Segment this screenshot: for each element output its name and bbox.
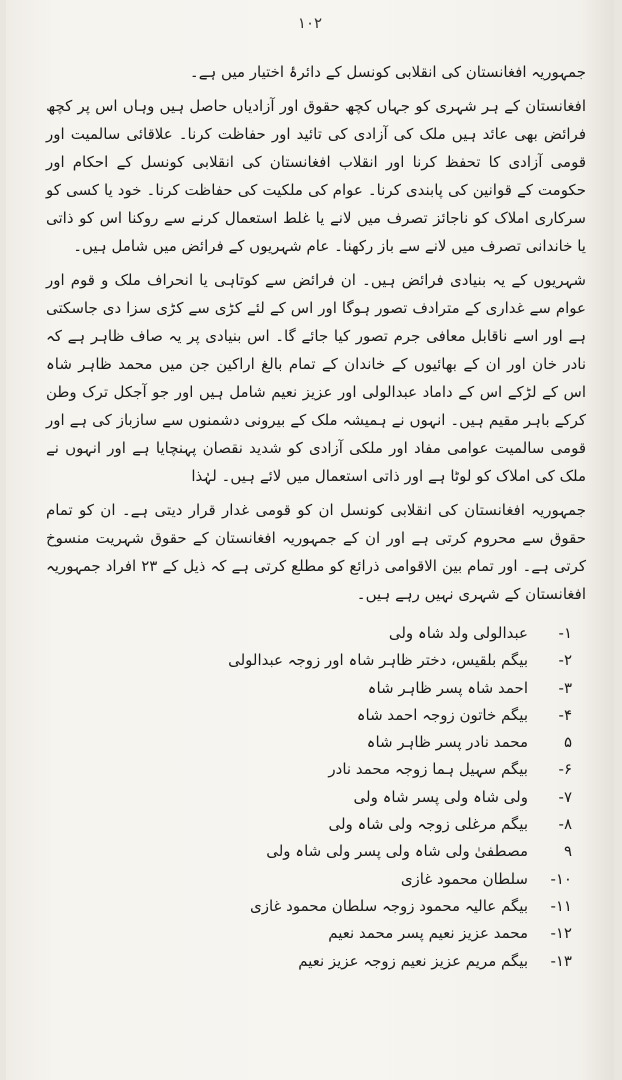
list-item-text: بیگم بلقیس، دختر ظاہر شاہ اور زوجہ عبدالولی <box>228 651 528 670</box>
list-item-number: ۱- <box>558 624 572 642</box>
list-item-text: بیگم عالیہ محمود زوجہ سلطان محمود غازی <box>250 896 528 915</box>
names-list <box>46 620 586 975</box>
list-item <box>46 811 572 838</box>
list-item-number: ۹ <box>563 842 572 861</box>
list-item <box>46 647 572 674</box>
paragraph-4: جمہوریہ افغانستان کی انقلابی کونسل ان کو قومی غدار قرار دیتی ہے۔ ان کو تمام حقوق سے محروم کرتی ہے اور ان کے جمہوریہ افغانستان کے حقوق شہریت منسوخ کرتی ہے۔ اور تمام بین الاقوامی ذرائع کو مطلع کرتی ہے کہ ذیل کے ۲۳ افراد جمہوریہ افغانستان کے شہری نہیں رہے ہیں۔ <box>46 501 586 603</box>
paragraph-3: شہریوں کے یہ بنیادی فرائض ہیں۔ ان فرائض سے کوتاہی یا انحراف ملک و قوم اور عوام سے غداری کے مترادف تصور ہوگا اور اس کے لئے کڑی سے کڑی سزا دی جاسکتی ہے اور اسے ناقابل معافی جرم تصور کیا جائے گا۔ اس بنیادی پر یہ صاف ظاہر ہے کہ نادر خان اور ان کے بھائیوں کے خاندان کے تمام بالغ اراکین جن میں محمد ظاہر شاہ اس کے لڑکے اس کے داماد عبدالولی اور عزیز نعیم شامل ہیں اور جو آجکل ترک وطن کرکے باہر مقیم ہیں۔ انہوں نے ہمیشہ ملک کے بیرونی دشمنوں سے سازباز کی ہے اور قومی سالمیت عوامی مفاد اور ملکی آزادی کو شدید نقصان پہنچایا ہے اور انہوں نے ملک کی املاک کو لوٹا ہے اور ذاتی استعمال میں لائے ہیں۔ لہٰذا <box>46 271 586 485</box>
list-item <box>46 729 572 756</box>
list-item <box>46 920 572 947</box>
list-item <box>46 838 572 865</box>
list-item-text: سلطان محمود غازی <box>400 869 528 888</box>
list-item-text: محمد عزیز نعیم پسر محمد نعیم <box>328 924 528 943</box>
document-page <box>6 0 614 1080</box>
list-item <box>46 866 572 893</box>
list-item-text: محمد نادر پسر ظاہر شاہ <box>366 733 528 752</box>
list-item-number: ۵ <box>563 733 572 752</box>
list-item-number: ۸- <box>558 815 572 834</box>
list-item-text: بیگم مریم عزیز نعیم زوجہ عزیز نعیم <box>298 951 528 970</box>
list-item-text: بیگم سہیل ہما زوجہ محمد نادر <box>328 760 528 779</box>
list-item-number: ۳- <box>558 678 572 697</box>
list-item <box>46 893 572 920</box>
list-item-text: مصطفیٰ ولی شاہ ولی پسر ولی شاہ ولی <box>266 842 528 861</box>
list-item-text: احمد شاہ پسر ظاہر شاہ <box>367 678 528 697</box>
list-item <box>46 784 572 811</box>
list-item <box>46 620 572 647</box>
list-item-text: بیگم خاتون زوجہ احمد شاہ <box>356 705 528 724</box>
list-item-number: ۲- <box>558 651 572 670</box>
list-item <box>46 756 572 783</box>
list-item-number: ۶- <box>558 760 572 779</box>
list-item-number: ۱۱- <box>550 896 572 915</box>
list-item <box>46 948 572 975</box>
list-item <box>46 675 572 702</box>
list-item-text: عبدالولی ولد شاہ ولی <box>388 624 528 642</box>
list-item-text: ولی شاہ ولی پسر شاہ ولی <box>353 787 528 806</box>
page-number: ۱۰۲ <box>297 14 323 32</box>
list-item <box>46 702 572 729</box>
list-item-number: ۴- <box>558 705 572 724</box>
list-item-text: بیگم مرغلی زوجہ ولی شاہ ولی <box>328 815 528 834</box>
paragraph-1: جمہوریہ افغانستان کی انقلابی کونسل کے دائرۂ اختیار میں ہے۔ <box>189 63 586 81</box>
list-item-number: ۷- <box>558 787 572 806</box>
list-item-number: ۱۳- <box>550 951 572 970</box>
body-text <box>46 58 586 975</box>
list-item-number: ۱۰- <box>550 869 572 888</box>
list-item-number: ۱۲- <box>550 924 572 943</box>
paragraph-2: افغانستان کے ہر شہری کو جہاں کچھ حقوق اور آزادیاں حاصل ہیں وہاں اس پر کچھ فرائض بھی عائد ہیں ملک کی آزادی کی تائید اور حفاظت کرنا۔ علاقائی سالمیت اور قومی آزادی کا تحفظ کرنا اور انقلاب افغانستان کی انقلابی کونسل کے احکام اور حکومت کے قوانین کی پابندی کرنا۔ عوام کی ملکیت کی حفاظت کرنا۔ خود یا کسی کو سرکاری املاک کو ناجائز تصرف میں لانے یا غلط استعمال کرنے سے روکنا اس کو ذاتی یا خاندانی تصرف میں لانے سے باز رکھنا۔ عام شہریوں کے فرائض میں شامل ہیں۔ <box>46 97 586 255</box>
